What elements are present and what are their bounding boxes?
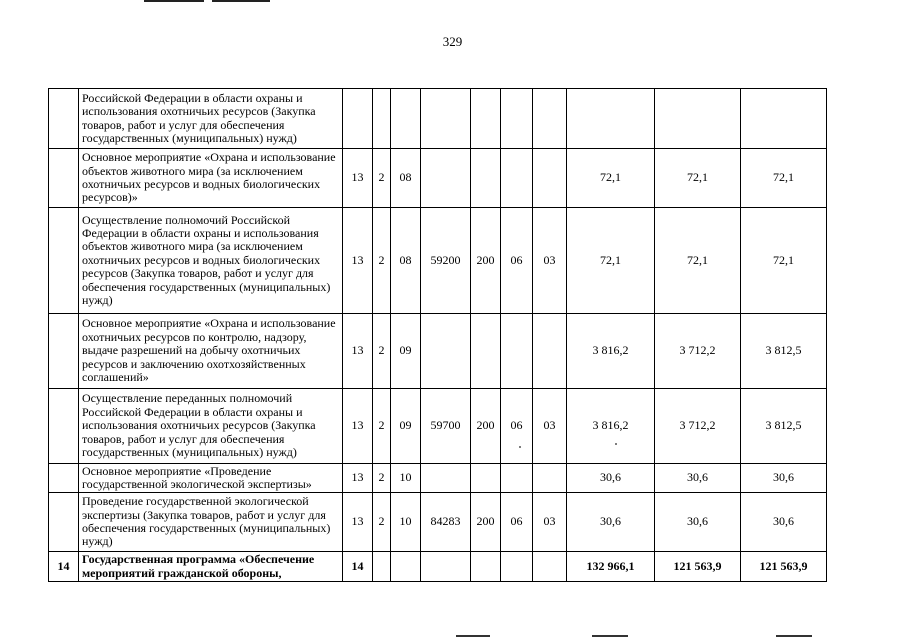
cell-code-3: 10 (391, 464, 421, 493)
cell-code-4 (421, 89, 471, 149)
cell-row-number: 14 (49, 552, 79, 582)
cell-code-6 (501, 314, 533, 389)
cell-row-name: Основное мероприятие «Проведение государственной экологической экспертизы» (79, 464, 343, 493)
cell-row-name: Российской Федерации в области охраны и использования охотничьих ресурсов (Закупка товаров, работ и услуг для обеспечения государственных (муниципальных) нужд) (79, 89, 343, 149)
page-number: 329 (442, 34, 463, 49)
cell-code-4 (421, 149, 471, 208)
cell-code-3 (391, 552, 421, 582)
cell-code-2: 2 (373, 208, 391, 314)
cell-code-4 (421, 552, 471, 582)
cell-code-2 (373, 89, 391, 149)
cell-row-number (49, 314, 79, 389)
bottom-edge-line (776, 635, 812, 637)
cell-code-7: 03 (533, 493, 567, 552)
cell-code-7 (533, 552, 567, 582)
cell-code-2: 2 (373, 464, 391, 493)
cell-value-3: 30,6 (741, 464, 827, 493)
cell-code-1 (343, 89, 373, 149)
cell-value-2: 30,6 (655, 464, 741, 493)
cell-value-2: 3 712,2 (655, 314, 741, 389)
cell-row-name: Осуществление переданных полномочий Российской Федерации в области охраны и использования охотничьих ресурсов (Закупка товаров, работ и услуг для обеспечения государственных (муниципальных) нужд) (79, 389, 343, 464)
scan-speck (519, 446, 521, 448)
table-row (49, 493, 827, 552)
cell-value-1: 3 816,2 (567, 389, 655, 464)
cell-value-1: 3 816,2 (567, 314, 655, 389)
cell-code-6 (501, 149, 533, 208)
cell-value-3: 72,1 (741, 208, 827, 314)
cell-code-3: 08 (391, 149, 421, 208)
cell-code-7 (533, 89, 567, 149)
table-row (49, 314, 827, 389)
cell-value-3: 3 812,5 (741, 314, 827, 389)
cell-row-number (49, 493, 79, 552)
top-edge-line (144, 0, 204, 2)
cell-value-3: 121 563,9 (741, 552, 827, 582)
cell-value-1 (567, 89, 655, 149)
cell-code-7: 03 (533, 208, 567, 314)
cell-value-1: 132 966,1 (567, 552, 655, 582)
cell-value-2: 121 563,9 (655, 552, 741, 582)
table-body (49, 89, 827, 582)
cell-code-4: 59700 (421, 389, 471, 464)
budget-table (48, 88, 827, 582)
cell-code-5 (471, 149, 501, 208)
cell-code-2 (373, 552, 391, 582)
table-row (49, 149, 827, 208)
cell-code-3: 08 (391, 208, 421, 314)
bottom-edge-line (592, 635, 628, 637)
cell-code-5 (471, 89, 501, 149)
cell-code-4 (421, 464, 471, 493)
cell-value-1: 30,6 (567, 493, 655, 552)
cell-value-2 (655, 89, 741, 149)
cell-value-2: 30,6 (655, 493, 741, 552)
scan-speck (615, 443, 617, 445)
cell-code-2: 2 (373, 149, 391, 208)
cell-value-2: 3 712,2 (655, 389, 741, 464)
cell-row-number (49, 208, 79, 314)
cell-code-1: 13 (343, 389, 373, 464)
cell-code-5 (471, 464, 501, 493)
cell-code-7: 03 (533, 389, 567, 464)
cell-code-1: 13 (343, 149, 373, 208)
table-row (49, 552, 827, 582)
cell-row-name: Государственная программа «Обеспечение мероприятий гражданской обороны, (79, 552, 343, 582)
cell-row-name: Основное мероприятие «Охрана и использование объектов животного мира (за исключением охотничьих ресурсов и водных биологических ресурсов)» (79, 149, 343, 208)
cell-code-1: 13 (343, 493, 373, 552)
cell-value-1: 30,6 (567, 464, 655, 493)
cell-code-7 (533, 314, 567, 389)
table-row (49, 389, 827, 464)
cell-code-2: 2 (373, 314, 391, 389)
cell-value-2: 72,1 (655, 208, 741, 314)
cell-value-1: 72,1 (567, 208, 655, 314)
cell-value-2: 72,1 (655, 149, 741, 208)
cell-code-6: 06 (501, 389, 533, 464)
cell-code-1: 14 (343, 552, 373, 582)
cell-code-5: 200 (471, 389, 501, 464)
cell-code-6 (501, 552, 533, 582)
cell-row-name: Проведение государственной экологической экспертизы (Закупка товаров, работ и услуг для обеспечения государственных (муниципальных) нужд) (79, 493, 343, 552)
top-edge-line (212, 0, 270, 2)
cell-code-1: 13 (343, 208, 373, 314)
cell-code-5: 200 (471, 208, 501, 314)
cell-code-5: 200 (471, 493, 501, 552)
cell-code-5 (471, 314, 501, 389)
cell-code-5 (471, 552, 501, 582)
cell-code-1: 13 (343, 314, 373, 389)
cell-code-3: 10 (391, 493, 421, 552)
cell-code-6 (501, 464, 533, 493)
cell-code-3 (391, 89, 421, 149)
table-row (49, 89, 827, 149)
cell-code-7 (533, 464, 567, 493)
cell-value-3: 72,1 (741, 149, 827, 208)
cell-code-4: 84283 (421, 493, 471, 552)
cell-code-6: 06 (501, 208, 533, 314)
cell-code-1: 13 (343, 464, 373, 493)
cell-code-3: 09 (391, 389, 421, 464)
table-row (49, 208, 827, 314)
cell-row-number (49, 89, 79, 149)
cell-code-2: 2 (373, 389, 391, 464)
cell-code-3: 09 (391, 314, 421, 389)
cell-row-number (49, 149, 79, 208)
cell-value-3 (741, 89, 827, 149)
cell-value-1: 72,1 (567, 149, 655, 208)
cell-code-2: 2 (373, 493, 391, 552)
bottom-edge-line (456, 635, 490, 637)
table-row (49, 464, 827, 493)
cell-row-name: Основное мероприятие «Охрана и использование охотничьих ресурсов по контролю, надзору, выдаче разрешений на добычу охотничьих ресурсов и заключению охотхозяйственных соглашений» (79, 314, 343, 389)
cell-value-3: 3 812,5 (741, 389, 827, 464)
cell-row-number (49, 464, 79, 493)
cell-value-3: 30,6 (741, 493, 827, 552)
cell-code-4: 59200 (421, 208, 471, 314)
cell-code-6: 06 (501, 493, 533, 552)
cell-code-6 (501, 89, 533, 149)
cell-code-7 (533, 149, 567, 208)
cell-row-number (49, 389, 79, 464)
cell-code-4 (421, 314, 471, 389)
cell-row-name: Осуществление полномочий Российской Федерации в области охраны и использования объектов животного мира (за исключением охотничьих ресурсов и водных биологических ресурсов (Закупка товаров, работ и услуг для обеспечения государственных (муниципальных) нужд) (79, 208, 343, 314)
